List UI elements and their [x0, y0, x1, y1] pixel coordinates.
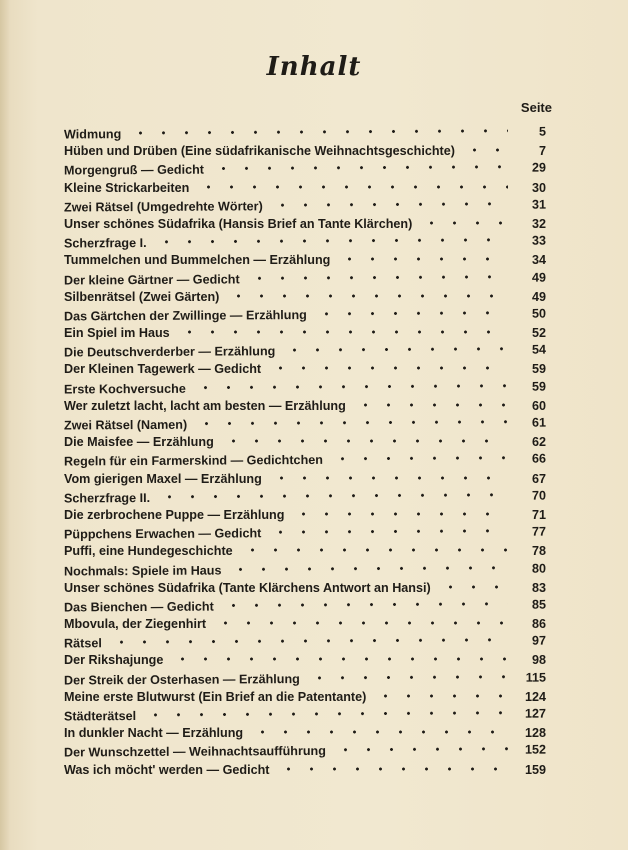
- toc-page-number: 97: [531, 633, 547, 648]
- dot-leader: [155, 235, 508, 247]
- toc-entry-title: Der Kleinen Tagewerk — Gedicht: [64, 362, 262, 377]
- toc-page-number: 152: [524, 742, 547, 758]
- toc-page-number: 128: [524, 726, 546, 741]
- toc-entry-title: Silbenrätsel (Zwei Gärten): [64, 289, 220, 304]
- toc-entry-title: Was ich möcht' werden — Gedicht: [64, 762, 270, 777]
- toc-entry: [64, 159, 546, 180]
- toc-entry: [64, 761, 546, 779]
- dot-leader: [248, 271, 508, 283]
- toc-page-number: 32: [531, 216, 546, 231]
- dot-leader: [171, 654, 508, 664]
- toc-entry-title: In dunkler Nacht — Erzählung: [64, 726, 244, 741]
- toc-entry: [64, 632, 546, 653]
- toc-entry: [64, 179, 546, 197]
- toc-entry-title: Kleine Strickarbeiten: [64, 180, 190, 195]
- toc-page-number: 5: [538, 124, 547, 139]
- toc-entry-title: Unser schönes Südafrika (Tante Klärchens Antwort an Hansi): [64, 580, 431, 595]
- toc-page-number: 30: [531, 180, 546, 195]
- toc-entry-title: Wer zuletzt lacht, lacht am besten — Erzählung: [64, 398, 346, 413]
- page-title: Inhalt: [266, 52, 362, 82]
- toc-page-number: 78: [531, 544, 546, 559]
- toc-page-number: 7: [538, 144, 546, 159]
- toc-entry: [64, 542, 546, 560]
- toc-page-number: 86: [531, 617, 546, 632]
- dot-leader: [463, 145, 508, 155]
- toc-entry-title: Das Bienchen — Gedicht: [63, 599, 214, 615]
- dot-leader: [374, 691, 508, 701]
- toc-entry-title: Tummelchen und Bummelchen — Erzählung: [64, 253, 331, 268]
- toc-entry-title: Puffi, eine Hundegeschichte: [64, 544, 233, 559]
- toc-page-number: 59: [531, 379, 547, 394]
- dot-leader: [144, 708, 508, 720]
- dot-leader: [269, 526, 508, 537]
- toc-entry-title: Vom gierigen Maxel — Erzählung: [64, 471, 262, 486]
- toc-entry-title: Der kleine Gärtner — Gedicht: [63, 271, 240, 287]
- toc-page-number: 54: [531, 342, 547, 357]
- toc-entry-title: Die Maisfee — Erzählung: [64, 435, 214, 450]
- toc-entry: [64, 559, 546, 580]
- toc-page-number: 49: [531, 270, 547, 285]
- toc-page-number: 70: [531, 488, 547, 503]
- toc-entry: [64, 377, 546, 398]
- toc-entry: [64, 215, 546, 233]
- toc-entry: [64, 595, 546, 616]
- toc-entry-title: Nochmals: Spiele im Haus: [63, 563, 222, 578]
- toc-entry: [64, 123, 546, 144]
- toc-entry: [64, 579, 546, 597]
- dot-leader: [158, 490, 508, 502]
- toc-page-number: 29: [531, 160, 547, 175]
- toc-entry: [64, 506, 546, 524]
- toc-entry: [64, 705, 546, 726]
- toc-entry-title: Der Rikshajunge: [64, 653, 164, 668]
- dot-leader: [197, 182, 508, 192]
- toc-entry: [64, 688, 546, 706]
- toc-entry-title: Zwei Rätsel (Namen): [63, 417, 188, 433]
- toc-entry: [64, 486, 546, 507]
- toc-entry-title: Unser schönes Südafrika (Hansis Brief an Tante Klärchen): [64, 216, 413, 231]
- toc-entry-title: Scherzfrage II.: [63, 490, 151, 506]
- toc-page-number: 52: [531, 326, 546, 341]
- toc-entry-title: Mbovula, der Ziegenhirt: [64, 617, 207, 632]
- toc-page-number: 85: [531, 597, 547, 612]
- toc-entry: [64, 324, 546, 342]
- page-column-header: Seite: [520, 100, 552, 115]
- toc-page-number: 77: [531, 524, 547, 539]
- toc-page-number: 34: [531, 253, 546, 268]
- toc-entry: [64, 397, 546, 415]
- toc-page-number: 80: [531, 561, 547, 576]
- dot-leader: [269, 363, 508, 373]
- toc-entry: [64, 741, 546, 762]
- dot-leader: [251, 727, 508, 737]
- dot-leader: [308, 671, 508, 682]
- toc-entry-title: Die Deutschverderber — Erzählung: [63, 344, 276, 360]
- dot-leader: [292, 509, 508, 519]
- toc-entry: [64, 341, 546, 362]
- toc-entry-title: Städterätsel: [63, 709, 137, 724]
- toc-page-number: 59: [531, 362, 546, 377]
- dot-leader: [214, 618, 508, 628]
- toc-entry-title: Meine erste Blutwurst (Ein Brief an die Patentante): [64, 689, 367, 704]
- toc-page-number: 49: [531, 289, 546, 304]
- dot-leader: [439, 582, 508, 592]
- toc-page-number: 50: [531, 306, 547, 321]
- dot-leader: [315, 308, 508, 319]
- toc-entry: [64, 268, 546, 289]
- toc-entry-title: Morgengruß — Gedicht: [63, 162, 204, 178]
- toc-entry: [64, 523, 546, 544]
- dot-leader: [195, 417, 508, 429]
- toc-entry: [64, 360, 546, 378]
- toc-entry: [64, 251, 546, 269]
- toc-page-number: 66: [531, 451, 547, 466]
- toc-entry-title: Widmung: [63, 127, 122, 142]
- dot-leader: [271, 199, 508, 210]
- toc-entry: [64, 724, 546, 742]
- toc-page-number: 124: [524, 689, 546, 704]
- toc-page-number: 62: [531, 435, 546, 450]
- toc-entry-title: Das Gärtchen der Zwillinge — Erzählung: [63, 307, 307, 324]
- toc-entry-title: Erste Kochversuche: [63, 381, 186, 397]
- toc-entry: [64, 195, 546, 216]
- toc-entry: [64, 414, 546, 435]
- toc-entry-title: Scherzfrage I.: [63, 236, 147, 251]
- toc-entry: [64, 651, 546, 669]
- toc-page-number: 115: [525, 670, 547, 685]
- toc-entry-title: Ein Spiel im Haus: [64, 326, 170, 341]
- toc-entry: [64, 450, 546, 471]
- toc-entry-title: Hüben und Drüben (Eine südafrikanische Weihnachtsgeschichte): [64, 144, 455, 159]
- dot-leader: [283, 344, 508, 355]
- toc-page-number: 33: [531, 233, 547, 248]
- toc-entry: [64, 470, 546, 488]
- dot-leader: [194, 380, 508, 392]
- dot-leader: [178, 327, 508, 337]
- toc-entry: [64, 304, 546, 325]
- toc-entry: [64, 232, 546, 253]
- toc-entry-title: Der Wunschzettel — Weihnachtsaufführung: [63, 744, 326, 760]
- toc-entry: [64, 142, 546, 160]
- dot-leader: [338, 254, 508, 264]
- toc-page-number: 60: [531, 398, 546, 413]
- dot-leader: [331, 453, 508, 464]
- toc-entry-title: Die zerbrochene Puppe — Erzählung: [64, 507, 285, 522]
- dot-leader: [334, 744, 508, 755]
- dot-leader: [129, 126, 508, 138]
- dot-leader: [354, 400, 508, 410]
- dot-leader: [222, 436, 508, 446]
- toc-entry: [64, 615, 546, 633]
- toc-page-number: 71: [531, 507, 546, 522]
- dot-leader: [270, 473, 508, 483]
- dot-leader: [241, 545, 508, 555]
- toc-page-number: 31: [531, 197, 547, 212]
- toc-entry-title: Püppchens Erwachen — Gedicht: [63, 526, 262, 542]
- page-spine-shadow: [0, 0, 10, 850]
- toc-entry-title: Regeln für ein Farmerskind — Gedichtchen: [63, 453, 323, 469]
- toc-entry: [64, 288, 546, 306]
- toc-page-number: 61: [531, 415, 547, 430]
- dot-leader: [110, 635, 508, 647]
- toc-entry: [64, 668, 546, 689]
- toc-entry-title: Rätsel: [63, 636, 102, 651]
- toc-page-number: 159: [524, 762, 546, 777]
- toc-page-number: 127: [524, 706, 547, 721]
- dot-leader: [222, 599, 508, 611]
- toc-entry-title: Der Streik der Osterhasen — Erzählung: [63, 671, 300, 688]
- toc-page-number: 67: [531, 471, 546, 486]
- toc-entry: [64, 433, 546, 451]
- toc-entry-title: Zwei Rätsel (Umgedrehte Wörter): [63, 199, 263, 215]
- dot-leader: [227, 291, 508, 301]
- dot-leader: [277, 764, 508, 774]
- dot-leader: [420, 218, 508, 228]
- dot-leader: [229, 562, 508, 574]
- toc-page-number: 83: [531, 580, 546, 595]
- table-of-contents: [64, 124, 546, 779]
- toc-page-number: 98: [531, 653, 546, 668]
- dot-leader: [212, 162, 508, 174]
